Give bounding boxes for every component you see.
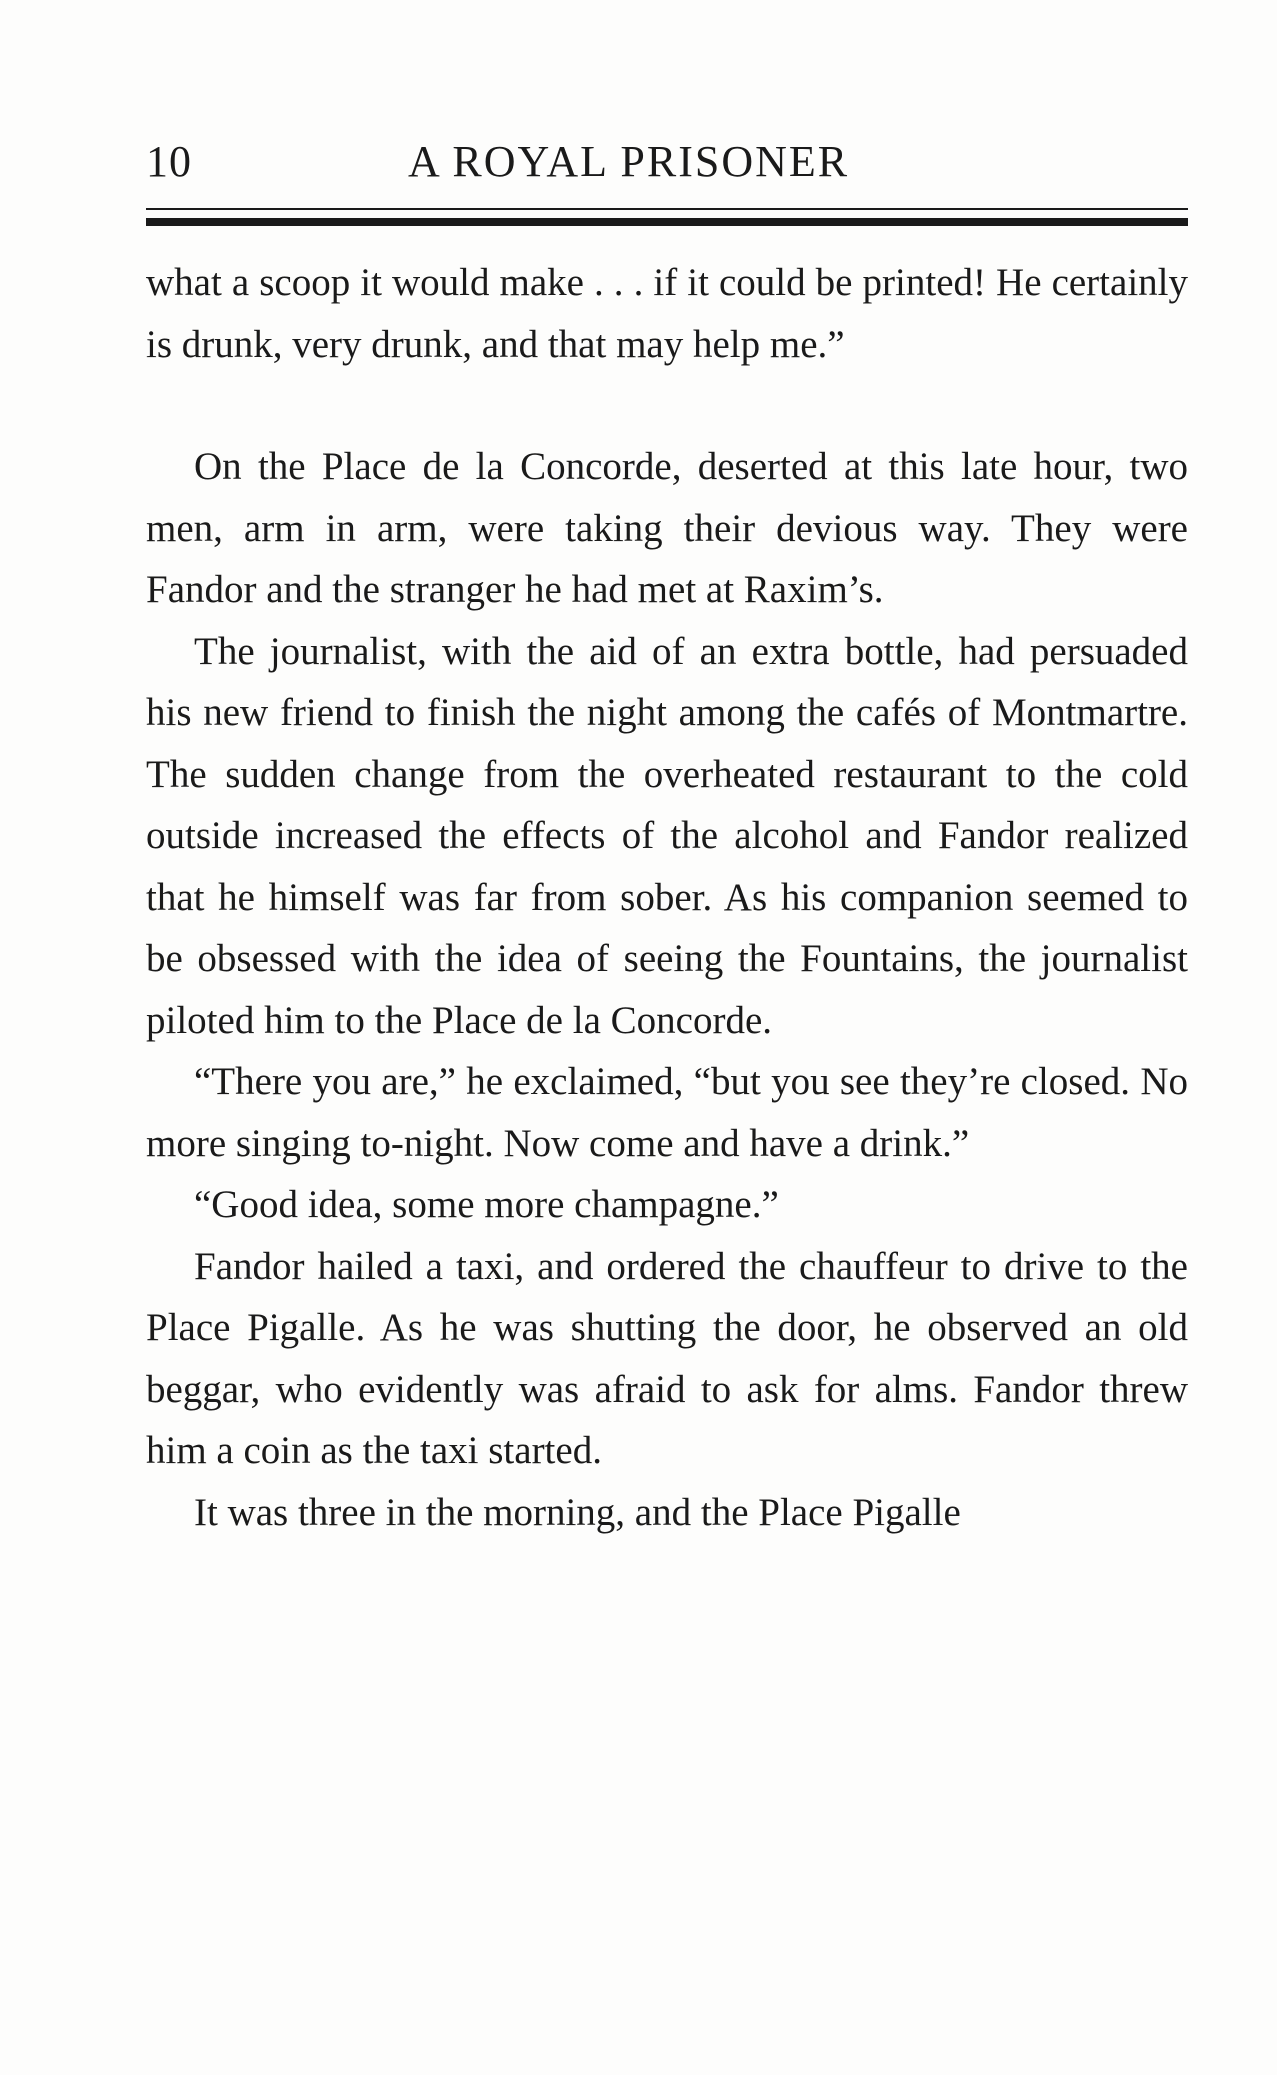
- paragraph: It was three in the morning, and the Place Pigalle: [194, 1490, 961, 1534]
- paragraph: “Good idea, some more champagne.”: [194, 1183, 779, 1226]
- page-number: 10: [146, 137, 192, 186]
- paragraph: Fandor hailed a taxi, and ordered the chauffeur to drive to the Place Pigalle. As he was shutting the door, he observed an old beggar, who evidently was afraid to ask for alms. Fandor threw him a coin as the taxi started.: [146, 1244, 1188, 1472]
- header-rule-thick: [146, 218, 1188, 226]
- running-title: A ROYAL PRISONER: [408, 137, 850, 186]
- paragraph: “There you are,” he exclaimed, “but you see they’re closed. No more singing to-night. Now come and have a drink.”: [146, 1060, 1188, 1165]
- paragraph-continuation: what a scoop it would make . . . if it could be printed! He certainly is drunk, very drunk, and that may help me.”: [146, 261, 1188, 366]
- body-text: [146, 252, 1188, 1543]
- paragraph: On the Place de la Concorde, deserted at this late hour, two men, arm in arm, were taking their devious way. They were Fandor and the stranger he had met at Raxim’s.: [146, 445, 1188, 611]
- paragraph: The journalist, with the aid of an extra bottle, had persuaded his new friend to finish the night among the cafés of Montmartre. The sudden change from the overheated restaurant to the cold outside increased the effects of the alcohol and Fandor realized that he himself was far from sober. As his companion seemed to be obsessed with the idea of seeing the Fountains, the journalist piloted him to the Place de la Concorde.: [146, 629, 1188, 1042]
- running-head: [146, 136, 1188, 196]
- header-rule-thin: [146, 208, 1188, 210]
